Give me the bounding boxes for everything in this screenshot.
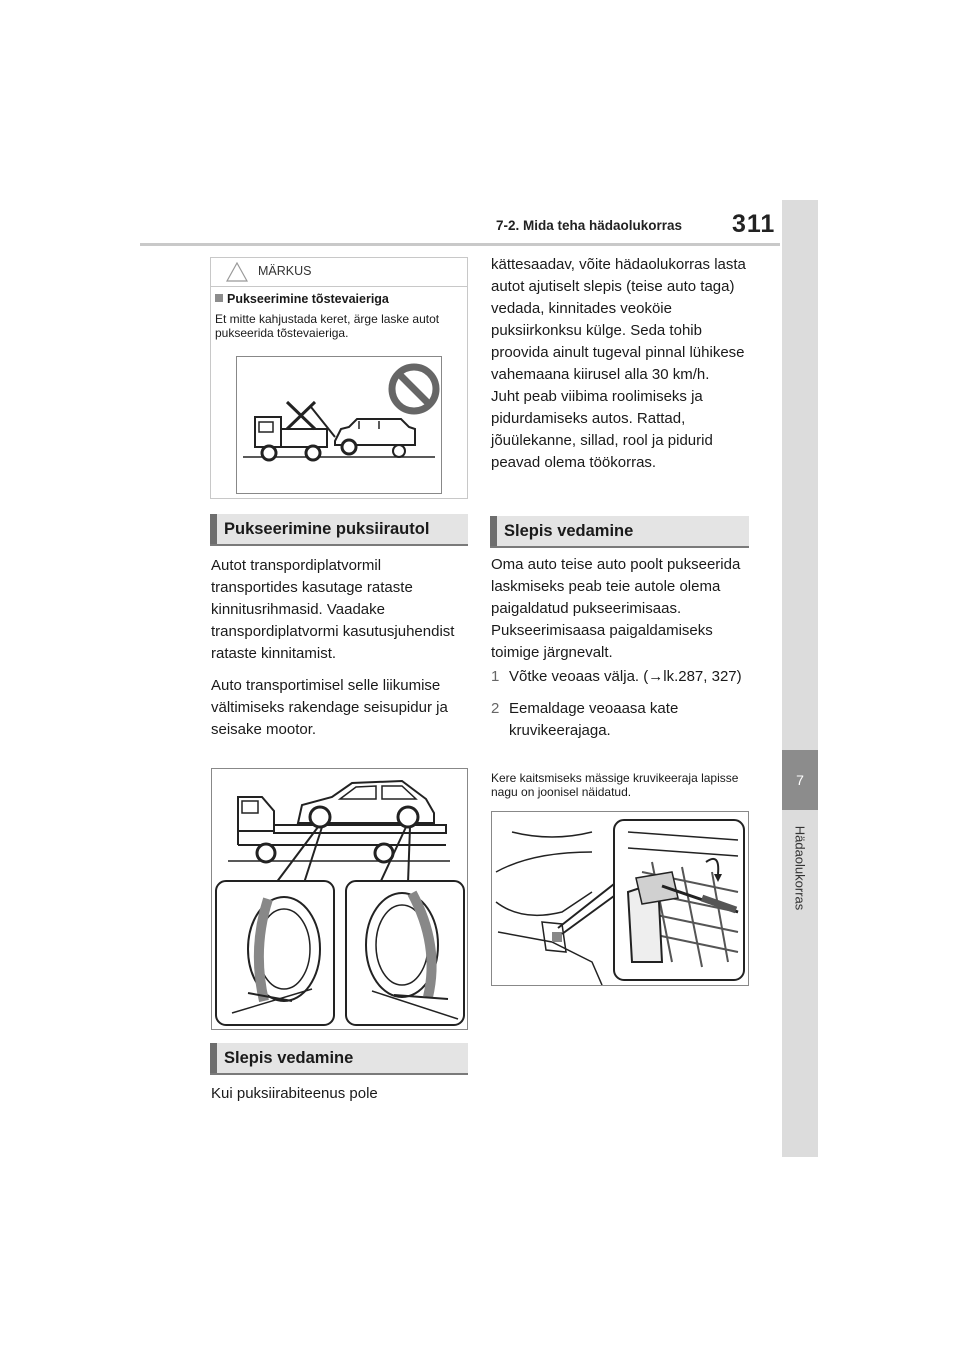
chapter-number-tab: 7	[782, 750, 818, 810]
chapter-title-vertical: Hädaolukorras	[792, 825, 808, 911]
step-text: Eemaldage veoaasa kate kruvikeerajaga.	[509, 700, 679, 739]
page-number: 311	[732, 210, 776, 238]
section-head-towing-right: Slepis vedamine	[490, 516, 749, 548]
flatbed-straps-illustration	[212, 769, 467, 1029]
step-number: 1	[491, 668, 500, 685]
running-header-section: 7-2. Mida teha hädaolukorras	[496, 218, 683, 233]
step-list	[491, 666, 753, 742]
section-head-flatbed: Pukseerimine puksiirautol	[210, 514, 468, 546]
warning-triangle-icon	[226, 262, 248, 282]
notice-subtitle: Pukseerimine tõstevaieriga	[215, 292, 389, 306]
tow-truck-illustration	[237, 357, 441, 493]
figure-tow-eye-cover	[491, 811, 749, 986]
step-item	[491, 666, 753, 688]
notice-title: MÄRKUS	[258, 264, 312, 278]
protection-note: Kere kaitsmiseks mässige kruvikeeraja lapisse nagu on joonisel näidatud.	[491, 771, 739, 799]
step-text: Võtke veoaas välja. (→lk.287, 327)	[509, 668, 742, 685]
tow-eye-cover-illustration	[492, 812, 748, 985]
step-number: 2	[491, 700, 500, 717]
towing-para-continued: kättesaadav, võite hädaolukorras lasta autot ajutiselt slepis (teise auto taga) vedada, kinnitades veoköie puksiirkonksu külge. Seda tohib proovida ainult tugeval pinnal lühikese vahemaana kiirusel alla 30 km/h.	[491, 256, 746, 383]
chapter-side-tab	[782, 200, 818, 1157]
flatbed-para-1: Autot transpordiplatvormil transportides kasutage rataste kinnitusrihmasid. Vaadake transpordiplatvormi kasutusjuhendist rataste kinnitamist.	[211, 557, 455, 662]
notice-header	[210, 257, 468, 287]
square-bullet-icon	[215, 294, 223, 302]
driver-requirement-para: Juht peab viibima roolimiseks ja pidurdamiseks autos. Rattad, jõuülekanne, sillad, rool ja pidurid peavad olema töökorras.	[491, 388, 713, 471]
right-paragraphs	[491, 254, 753, 474]
header-rule	[140, 243, 780, 246]
tow-eye-intro: Oma auto teise auto poolt pukseerida laskmiseks peab teie autole olema paigaldatud pukseerimisaas. Pukseerimisaasa paigaldamiseks toimige järgnevalt.	[491, 556, 741, 661]
flatbed-paragraphs	[211, 555, 469, 741]
figure-flatbed-wheel-straps	[211, 768, 468, 1030]
notice-text: Et mitte kahjustada keret, ärge laske autot pukseerida tõstevaieriga.	[215, 312, 440, 340]
step-item	[491, 698, 753, 742]
figure-tow-truck-prohibited	[236, 356, 442, 494]
towing-para-start: Kui puksiirabiteenus pole	[211, 1085, 378, 1102]
section-head-towing-left: Slepis vedamine	[210, 1043, 468, 1075]
flatbed-para-2: Auto transportimisel selle liikumise vältimiseks rakendage seisupidur ja seisake mootor.	[211, 677, 448, 738]
